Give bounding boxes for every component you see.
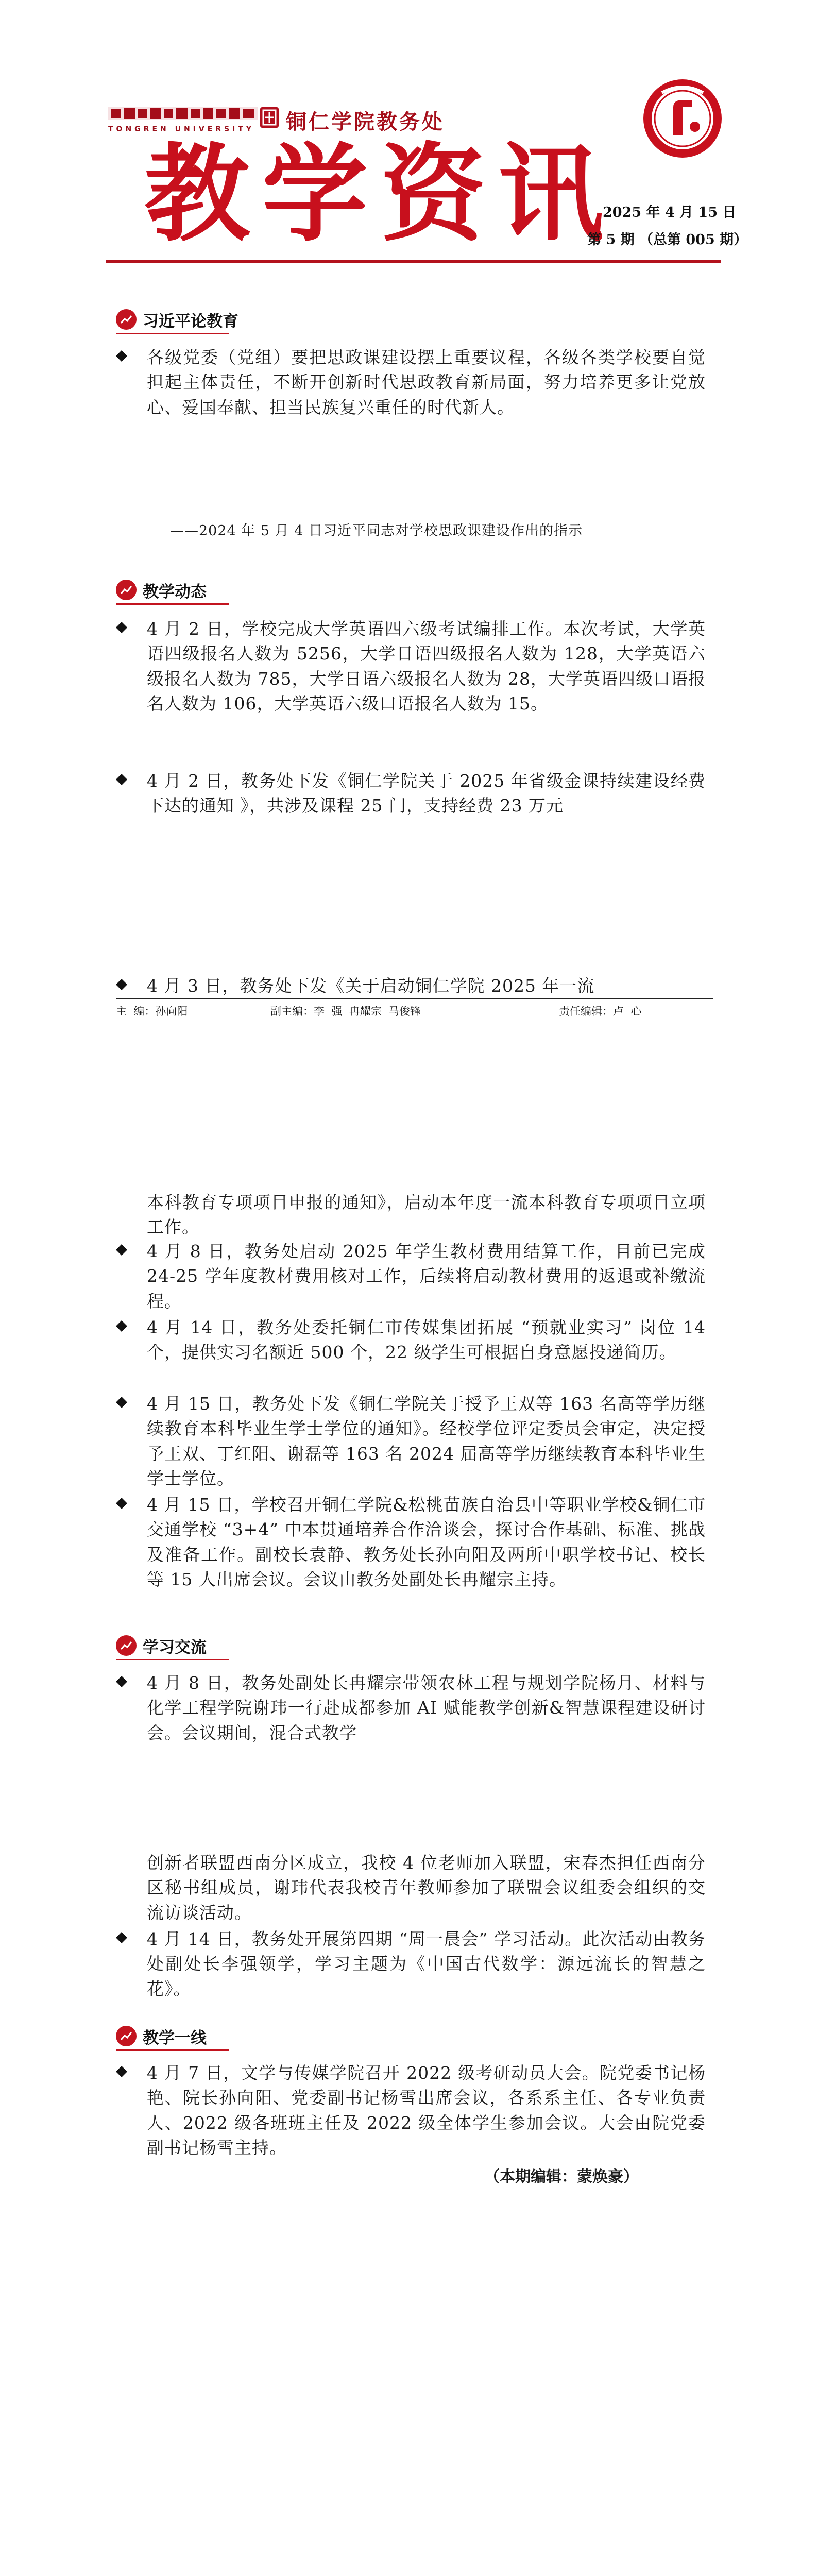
section-underline bbox=[116, 603, 229, 605]
item-text: 本科教育专项项目申报的通知》，启动本年度一流本科教育专项项目立项工作。 bbox=[147, 1192, 706, 1238]
university-logo-icon bbox=[108, 106, 258, 121]
section-icon bbox=[116, 580, 137, 600]
item-text: 4 月 15 日，学校召开铜仁学院&松桃苗族自治县中等职业学校&铜仁市交通学校 “3+4” 中本贯通培养合作洽谈会，探讨合作基础、标准、挑战及准备工作。副校长袁静、教务处长孙向阳及两所中职学校书记、校长等 15 人出席会议。会议由教务处副处长冉耀宗主持。 bbox=[147, 1495, 706, 1590]
diamond-bullet-icon bbox=[116, 622, 127, 633]
issue-date: 2025 年 4 月 15 日 bbox=[603, 205, 737, 221]
deputy-editors: 副主编：李 强 冉耀宗 马俊锋 bbox=[270, 1005, 421, 1018]
section-header-frontline bbox=[116, 2024, 207, 2048]
section-title: 教学一线 bbox=[143, 2028, 207, 2047]
diamond-bullet-icon bbox=[116, 2066, 127, 2077]
newsletter-title: 教学资讯 bbox=[144, 132, 616, 256]
diamond-bullet-icon bbox=[116, 979, 127, 990]
item-text: 4 月 8 日，教务处启动 2025 年学生教材费用结算工作，目前已完成 24-25 学年度教材费用核对工作，后续将启动教材费用的返退或补缴流程。 bbox=[147, 1241, 706, 1311]
university-english-name: TONGREN UNIVERSITY bbox=[108, 125, 255, 133]
section-underline bbox=[116, 1659, 229, 1660]
item-text: 4 月 2 日，学校完成大学英语四六级考试编排工作。本次考试，大学英语四级报名人数为 5256，大学日语四级报名人数为 128，大学英语六级报名人数为 785，大学日语六级报名人数为 28，大学英语四级口语报名人数为 106，大学英语六级口语报名人数为 15。 bbox=[147, 619, 706, 714]
diamond-bullet-icon bbox=[116, 774, 127, 785]
issue-editor: （本期编辑：蒙焕豪） bbox=[484, 2168, 639, 2186]
section-title: 教学动态 bbox=[143, 582, 207, 601]
masthead-divider bbox=[106, 260, 721, 263]
section-header-xi bbox=[116, 307, 238, 332]
university-badge-icon bbox=[641, 77, 724, 160]
diamond-bullet-icon bbox=[116, 1320, 127, 1332]
responsible-editor: 责任编辑：卢 心 bbox=[559, 1005, 642, 1018]
item-text: 各级党委（党组）要把思政课建设摆上重要议程，各级各类学校要自觉担起主体责任，不断开创新时代思政教育新局面，努力培养更多让党放心、爱国奉献、担当民族复兴重任的时代新人。 bbox=[147, 347, 706, 417]
chief-editor: 主 编：孙向阳 bbox=[116, 1005, 188, 1018]
diamond-bullet-icon bbox=[116, 1397, 127, 1408]
school-seal-icon bbox=[260, 107, 279, 128]
item-text: 4 月 14 日，教务处委托铜仁市传媒集团拓展 “预就业实习” 岗位 14 个，提供实习名额近 500 个，22 级学生可根据自身意愿投递简历。 bbox=[147, 1317, 706, 1363]
section-title: 习近平论教育 bbox=[143, 312, 238, 331]
item-text: 4 月 7 日，文学与传媒学院召开 2022 级考研动员大会。院党委书记杨艳、院长孙向阳、党委副书记杨雪出席会议，各系系主任、各专业负责人、2022 级各班班主任及 2022 级全体学生参加会议。大会由院党委副书记杨雪主持。 bbox=[147, 2063, 706, 2158]
item-text: 4 月 8 日，教务处副处长冉耀宗带领农林工程与规划学院杨月、材料与化学工程学院谢玮一行赴成都参加 AI 赋能教学创新&智慧课程建设研讨会。会议期间，混合式教学 bbox=[147, 1673, 706, 1743]
item-text: 4 月 3 日，教务处下发《关于启动铜仁学院 2025 年一流 bbox=[147, 976, 595, 996]
section-underline bbox=[116, 333, 229, 334]
section-icon bbox=[116, 1635, 137, 1656]
section-title: 学习交流 bbox=[143, 1638, 207, 1657]
item-text: 创新者联盟西南分区成立，我校 4 位老师加入联盟，宋春杰担任西南分区秘书组成员，谢玮代表我校青年教师参加了联盟会议组委会组织的交流访谈活动。 bbox=[147, 1853, 706, 1923]
item-text: 4 月 2 日，教务处下发《铜仁学院关于 2025 年省级金课持续建设经费下达的通知 》，共涉及课程 25 门，支持经费 23 万元 bbox=[147, 771, 706, 816]
diamond-bullet-icon bbox=[116, 1498, 127, 1509]
section-header-teaching bbox=[116, 578, 207, 602]
diamond-bullet-icon bbox=[116, 350, 127, 362]
department-name: 铜仁学院教务处 bbox=[286, 110, 445, 134]
page-footer-rule bbox=[116, 998, 713, 999]
section-header-exchange bbox=[116, 1633, 207, 1658]
quote-attribution: ——2024 年 5 月 4 日习近平同志对学校思政课建设作出的指示 bbox=[170, 523, 583, 539]
university-logo bbox=[108, 106, 258, 137]
editorial-staff bbox=[116, 1003, 713, 1019]
section-underline bbox=[116, 2049, 229, 2051]
section-icon bbox=[116, 309, 137, 330]
issue-number: 第 5 期 （总第 005 期） bbox=[587, 232, 748, 248]
item-text: 4 月 15 日，教务处下发《铜仁学院关于授予王双等 163 名高等学历继续教育本科毕业生学士学位的通知》。经校学位评定委员会审定，决定授予王双、丁红阳、谢磊等 163 名 2024 届高等学历继续教育本科毕业生学士学位。 bbox=[147, 1394, 706, 1489]
diamond-bullet-icon bbox=[116, 1676, 127, 1687]
section-icon bbox=[116, 2026, 137, 2046]
item-text: 4 月 14 日，教务处开展第四期 “周一晨会” 学习活动。此次活动由教务处副处长李强领学，学习主题为《中国古代数学：源远流长的智慧之花》。 bbox=[147, 1929, 706, 1999]
diamond-bullet-icon bbox=[116, 1244, 127, 1256]
diamond-bullet-icon bbox=[116, 1932, 127, 1943]
